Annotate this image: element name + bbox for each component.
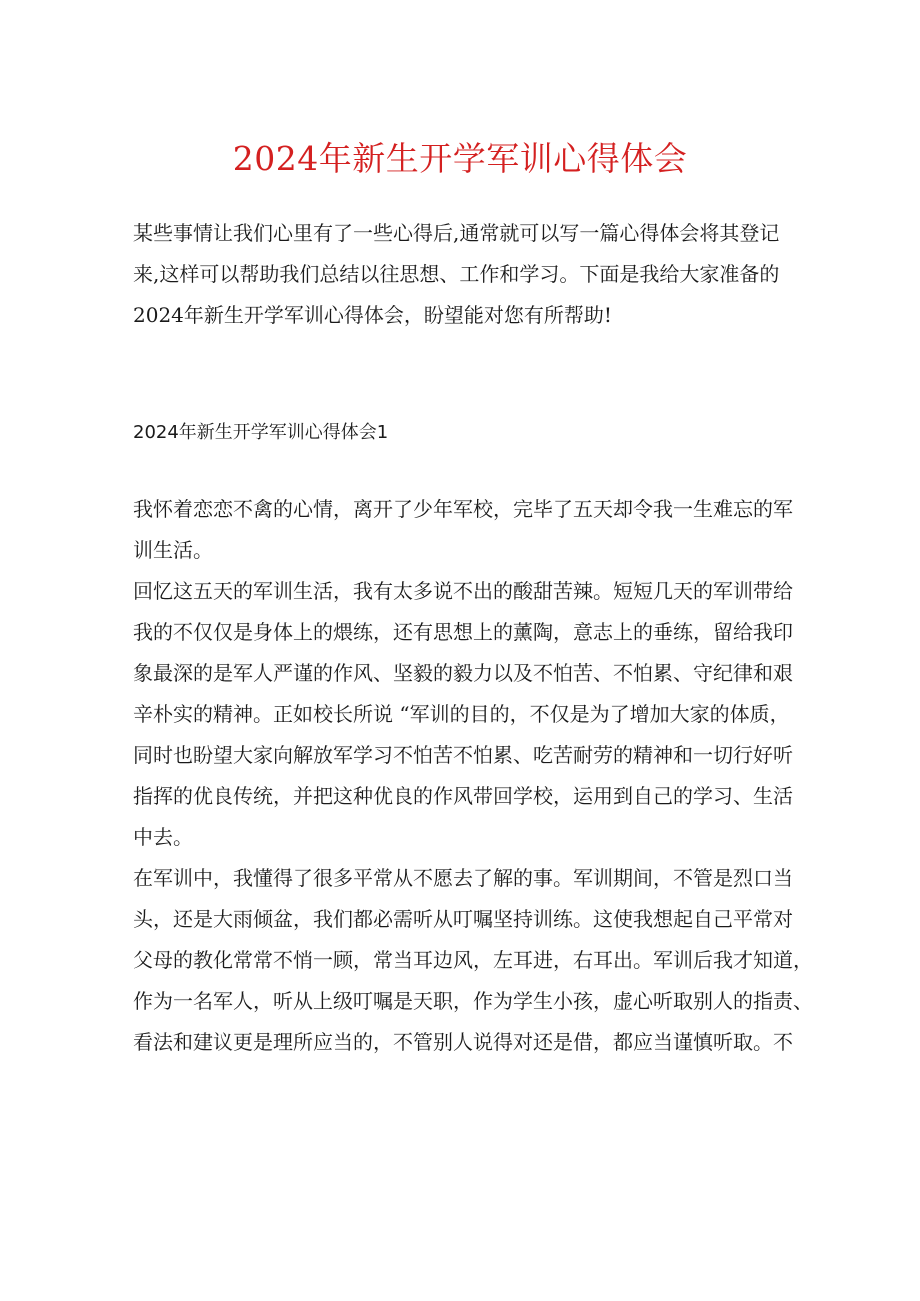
intro-paragraph xyxy=(133,213,793,336)
body-line: 我怀着恋恋不禽的心情，离开了少年军校，完毕了五天却令我一生难忘的军 xyxy=(133,497,793,521)
body-line: 作为一名军人，听从上级叮嘱是天职，作为学生小孩，虚心听取别人的指责、 xyxy=(133,989,813,1013)
section-heading: 2024年新生开学军训心得体会1 xyxy=(133,422,389,443)
body-line: 指挥的优良传统，并把这种优良的作风带回学校，运用到自己的学习、生活 xyxy=(133,784,793,808)
body-line: 在军训中，我懂得了很多平常从不愿去了解的事。军训期间，不管是烈口当 xyxy=(133,866,793,890)
body-line: 看法和建议更是理所应当的，不管别人说得对还是借，都应当谨慎听取。不 xyxy=(133,1030,793,1054)
body-line: 回忆这五天的军训生活，我有太多说不出的酸甜苦辣。短短几天的军训带给 xyxy=(133,579,793,603)
body-text xyxy=(133,489,813,1063)
body-line: 父母的教化常常不悄一顾，常当耳边风，左耳进，右耳出。军训后我才知道， xyxy=(133,948,813,972)
body-line: 同时也盼望大家向解放军学习不怕苦不怕累、吃苦耐劳的精神和一切行好听 xyxy=(133,743,793,767)
intro-line: 2024年新生开学军训心得体会，盼望能对您有所帮助! xyxy=(133,303,612,327)
document-title: 2024年新生开学军训心得体会 xyxy=(232,139,688,178)
body-line: 中去。 xyxy=(133,825,193,849)
body-line: 训生活。 xyxy=(133,538,213,562)
body-line: 辛朴实的精神。正如校长所说 “军训的目的，不仅是为了增加大家的体质， xyxy=(133,702,790,726)
body-line: 我的不仅仅是身体上的煨练，还有思想上的薰陶，意志上的垂练，留给我印 xyxy=(133,620,793,644)
body-line: 头，还是大雨倾盆，我们都必需听从叮嘱坚持训练。这使我想起自己平常对 xyxy=(133,907,793,931)
intro-line: 来,这样可以帮助我们总结以往思想、工作和学习。下面是我给大家准备的 xyxy=(133,262,780,286)
body-line: 象最深的是军人严谨的作风、坚毅的毅力以及不怕苦、不怕累、守纪律和艰 xyxy=(133,661,793,685)
intro-line: 某些事情让我们心里有了一些心得后,通常就可以写一篇心得体会将其登记 xyxy=(133,221,780,245)
